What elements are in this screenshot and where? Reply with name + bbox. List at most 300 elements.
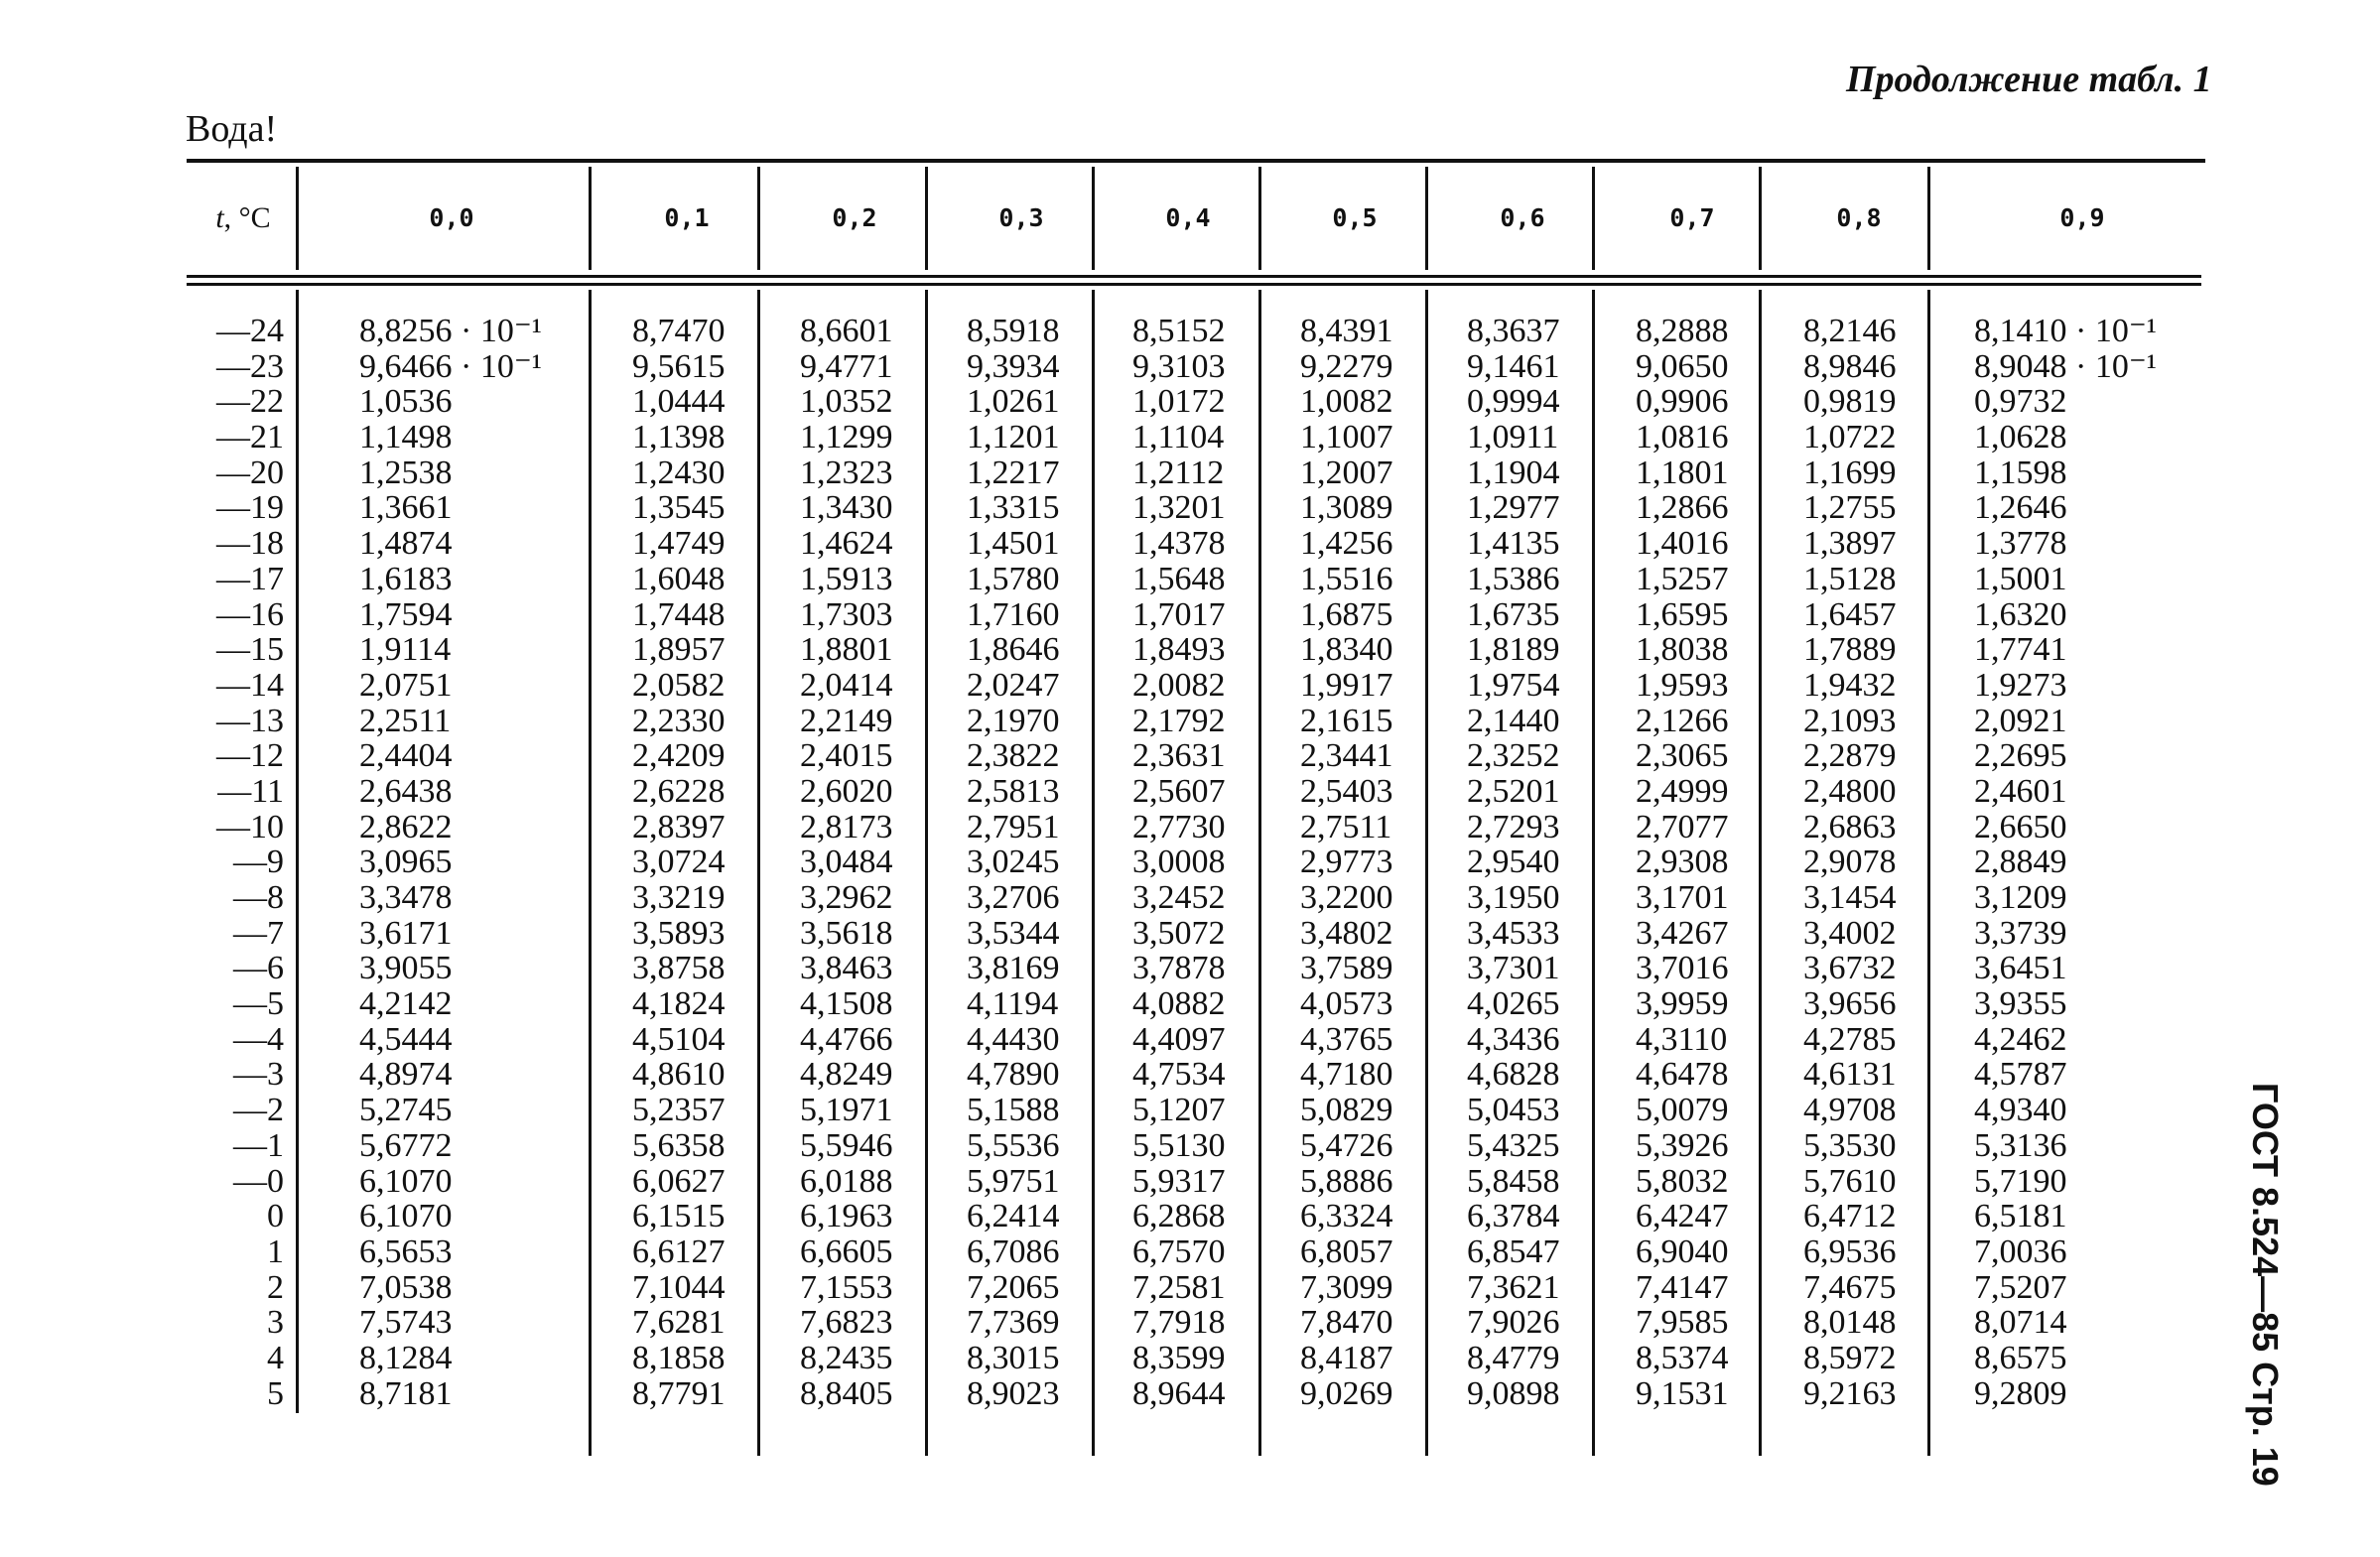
value-cell: 1,4135 bbox=[1467, 525, 1560, 563]
value-cell: 1,6183 bbox=[359, 560, 453, 597]
value-cell: 1,4749 bbox=[632, 525, 726, 563]
value-cell: 8,4391 bbox=[1300, 313, 1393, 349]
value-cell: 3,5618 bbox=[800, 914, 893, 952]
value-cell: 1,7160 bbox=[967, 595, 1060, 633]
value-cell: 2,8173 bbox=[800, 808, 893, 845]
value-cell: 1,0082 bbox=[1300, 383, 1393, 421]
value-cell: 1,1904 bbox=[1467, 454, 1560, 491]
temperature-cell: —13 bbox=[216, 702, 284, 739]
value-cell: 2,0751 bbox=[359, 666, 453, 704]
value-cell: 1,0172 bbox=[1132, 383, 1226, 421]
temperature-cell: —14 bbox=[216, 666, 284, 704]
value-cell: 5,4726 bbox=[1300, 1126, 1393, 1164]
body-divider bbox=[1425, 290, 1428, 1456]
value-cell: 1,1598 bbox=[1974, 454, 2067, 491]
value-cell: 5,4325 bbox=[1467, 1126, 1560, 1164]
value-cell: 3,1209 bbox=[1974, 879, 2067, 916]
value-cell: 1,3201 bbox=[1132, 489, 1226, 527]
temperature-cell: —20 bbox=[216, 454, 284, 491]
value-cell: 2,1440 bbox=[1467, 702, 1560, 739]
column-header: 0,9 bbox=[2059, 203, 2105, 232]
value-cell: 4,5104 bbox=[632, 1020, 726, 1058]
value-cell: 5,5946 bbox=[800, 1126, 893, 1164]
value-cell: 9,2809 bbox=[1974, 1374, 2067, 1412]
value-cell: 1,5780 bbox=[967, 560, 1060, 597]
header-bottom-rule-1 bbox=[187, 275, 2201, 278]
value-cell: 3,5344 bbox=[967, 914, 1060, 952]
value-cell: 8,1858 bbox=[632, 1339, 726, 1376]
value-cell: 3,0724 bbox=[632, 843, 726, 881]
value-cell: 5,0453 bbox=[1467, 1092, 1560, 1129]
value-cell: 2,1970 bbox=[967, 702, 1060, 739]
value-cell: 1,9917 bbox=[1300, 666, 1393, 704]
value-cell: 3,0965 bbox=[359, 843, 453, 881]
value-cell: 7,7918 bbox=[1132, 1304, 1226, 1342]
value-cell: 1,6735 bbox=[1467, 595, 1560, 633]
column-header: 0,2 bbox=[832, 203, 877, 232]
value-cell: 8,5152 bbox=[1132, 313, 1226, 349]
temperature-cell: —12 bbox=[216, 737, 284, 775]
value-cell: 7,5207 bbox=[1974, 1268, 2067, 1306]
temperature-cell: —16 bbox=[216, 595, 284, 633]
value-cell: 8,5972 bbox=[1803, 1339, 1897, 1376]
value-cell: 5,8458 bbox=[1467, 1162, 1560, 1200]
value-cell: 1,0536 bbox=[359, 383, 453, 421]
value-cell: 6,1963 bbox=[800, 1198, 893, 1235]
body-divider bbox=[589, 290, 592, 1456]
value-cell: 6,0188 bbox=[800, 1162, 893, 1200]
value-cell: 4,8610 bbox=[632, 1056, 726, 1094]
value-cell: 4,6478 bbox=[1636, 1056, 1729, 1094]
value-cell: 5,1588 bbox=[967, 1092, 1060, 1129]
value-cell: 2,5607 bbox=[1132, 772, 1226, 810]
column-header: 0,5 bbox=[1332, 203, 1378, 232]
header-t-variable: t bbox=[215, 201, 224, 234]
value-cell: 6,0627 bbox=[632, 1162, 726, 1200]
value-cell: 7,6823 bbox=[800, 1304, 893, 1342]
value-cell: 9,3934 bbox=[967, 347, 1060, 385]
value-cell: 1,8340 bbox=[1300, 631, 1393, 669]
value-cell: 7,1553 bbox=[800, 1268, 893, 1306]
value-cell: 6,6605 bbox=[800, 1233, 893, 1270]
value-cell: 1,7889 bbox=[1803, 631, 1897, 669]
value-cell: 8,3015 bbox=[967, 1339, 1060, 1376]
value-cell: 1,1498 bbox=[359, 419, 453, 456]
value-cell: 1,8189 bbox=[1467, 631, 1560, 669]
body-divider bbox=[1258, 290, 1261, 1456]
value-cell: 1,2977 bbox=[1467, 489, 1560, 527]
value-cell: 3,7878 bbox=[1132, 950, 1226, 987]
value-cell: 1,1801 bbox=[1636, 454, 1729, 491]
table-top-rule bbox=[187, 159, 2205, 163]
value-cell: 2,2695 bbox=[1974, 737, 2067, 775]
value-cell: 7,3099 bbox=[1300, 1268, 1393, 1306]
value-cell: 9,1531 bbox=[1636, 1374, 1729, 1412]
value-cell: 6,1070 bbox=[359, 1198, 453, 1235]
value-cell: 1,4378 bbox=[1132, 525, 1226, 563]
temperature-cell: —9 bbox=[233, 843, 284, 881]
value-cell: 3,7301 bbox=[1467, 950, 1560, 987]
column-header: 0,6 bbox=[1500, 203, 1545, 232]
value-cell: 7,9585 bbox=[1636, 1304, 1729, 1342]
value-cell: 2,0921 bbox=[1974, 702, 2067, 739]
value-cell: 1,7448 bbox=[632, 595, 726, 633]
value-cell: 1,3089 bbox=[1300, 489, 1393, 527]
body-divider bbox=[296, 290, 299, 1413]
temperature-cell: —24 bbox=[216, 313, 284, 349]
temperature-cell: 2 bbox=[267, 1268, 284, 1306]
value-cell: 6,7086 bbox=[967, 1233, 1060, 1270]
value-cell: 8,1284 bbox=[359, 1339, 453, 1376]
temperature-cell: —4 bbox=[233, 1020, 284, 1058]
temperature-cell: —1 bbox=[233, 1126, 284, 1164]
value-cell: 1,7303 bbox=[800, 595, 893, 633]
value-cell: 1,7594 bbox=[359, 595, 453, 633]
value-cell: 1,6875 bbox=[1300, 595, 1393, 633]
value-cell: 2,7511 bbox=[1300, 808, 1392, 845]
value-cell: 3,4002 bbox=[1803, 914, 1897, 952]
value-cell: 8,9023 bbox=[967, 1374, 1060, 1412]
value-cell: 2,8397 bbox=[632, 808, 726, 845]
temperature-cell: —22 bbox=[216, 383, 284, 421]
value-cell: 8,7470 bbox=[632, 313, 726, 349]
value-cell: 5,6772 bbox=[359, 1126, 453, 1164]
value-cell: 2,6650 bbox=[1974, 808, 2067, 845]
value-cell: 3,5893 bbox=[632, 914, 726, 952]
value-cell: 5,3530 bbox=[1803, 1126, 1897, 1164]
header-temperature bbox=[194, 201, 293, 235]
value-cell: 1,0628 bbox=[1974, 419, 2067, 456]
value-cell: 2,5813 bbox=[967, 772, 1060, 810]
value-cell: 3,9959 bbox=[1636, 985, 1729, 1023]
value-cell: 2,9773 bbox=[1300, 843, 1393, 881]
value-cell: 3,5072 bbox=[1132, 914, 1226, 952]
value-column bbox=[1300, 314, 1393, 1411]
value-cell: 9,0650 bbox=[1636, 347, 1729, 385]
value-cell: 1,2217 bbox=[967, 454, 1060, 491]
value-cell: 1,6457 bbox=[1803, 595, 1897, 633]
value-cell: 3,2706 bbox=[967, 879, 1060, 916]
value-cell: 4,7890 bbox=[967, 1056, 1060, 1094]
value-cell: 5,2745 bbox=[359, 1092, 453, 1129]
value-cell: 8,9846 bbox=[1803, 347, 1897, 385]
value-cell: 9,1461 bbox=[1467, 347, 1560, 385]
value-cell: 2,3631 bbox=[1132, 737, 1226, 775]
value-cell: 1,2538 bbox=[359, 454, 453, 491]
header-t-unit: , °С bbox=[223, 201, 271, 234]
value-cell: 1,5913 bbox=[800, 560, 893, 597]
value-cell: 8,7181 bbox=[359, 1374, 453, 1412]
value-cell: 1,9114 bbox=[359, 631, 452, 669]
value-cell: 7,4675 bbox=[1803, 1268, 1897, 1306]
value-cell: 2,7951 bbox=[967, 808, 1060, 845]
header-divider bbox=[296, 167, 299, 270]
value-cell: 7,3621 bbox=[1467, 1268, 1560, 1306]
value-cell: 2,2511 bbox=[359, 702, 452, 739]
value-cell: 1,5001 bbox=[1974, 560, 2067, 597]
value-cell: 9,2163 bbox=[1803, 1374, 1897, 1412]
value-cell: 1,1398 bbox=[632, 419, 726, 456]
value-cell: 1,3315 bbox=[967, 489, 1060, 527]
value-cell: 6,2868 bbox=[1132, 1198, 1226, 1235]
value-cell: 3,3219 bbox=[632, 879, 726, 916]
value-cell: 3,4533 bbox=[1467, 914, 1560, 952]
value-cell: 1,8038 bbox=[1636, 631, 1729, 669]
value-cell: 9,0898 bbox=[1467, 1374, 1560, 1412]
value-cell: 3,9656 bbox=[1803, 985, 1897, 1023]
value-cell: 1,1699 bbox=[1803, 454, 1897, 491]
value-cell: 1,7741 bbox=[1974, 631, 2067, 669]
value-cell: 1,1299 bbox=[800, 419, 893, 456]
value-cell: 9,3103 bbox=[1132, 347, 1226, 385]
value-cell: 1,2866 bbox=[1636, 489, 1729, 527]
value-cell: 1,9432 bbox=[1803, 666, 1897, 704]
value-cell: 2,4209 bbox=[632, 737, 726, 775]
value-cell: 2,1093 bbox=[1803, 702, 1897, 739]
column-header: 0,8 bbox=[1836, 203, 1882, 232]
value-cell: 8,9644 bbox=[1132, 1374, 1226, 1412]
temperature-cell: —2 bbox=[233, 1092, 284, 1129]
value-cell: 7,0538 bbox=[359, 1268, 453, 1306]
value-cell: 8,2888 bbox=[1636, 313, 1729, 349]
value-cell: 8,7791 bbox=[632, 1374, 726, 1412]
temperature-cell: —6 bbox=[233, 950, 284, 987]
value-cell: 3,6451 bbox=[1974, 950, 2067, 987]
value-cell: 3,6171 bbox=[359, 914, 453, 952]
temperature-cell: —17 bbox=[216, 560, 284, 597]
value-cell: 3,0008 bbox=[1132, 843, 1226, 881]
column-header: 0,3 bbox=[998, 203, 1044, 232]
value-cell: 2,3252 bbox=[1467, 737, 1560, 775]
value-cell: 1,0722 bbox=[1803, 419, 1897, 456]
value-cell: 4,3110 bbox=[1636, 1020, 1728, 1058]
temperature-cell: —11 bbox=[217, 772, 284, 810]
value-cell: 2,2330 bbox=[632, 702, 726, 739]
body-divider bbox=[1092, 290, 1095, 1456]
temperature-cell: —15 bbox=[216, 631, 284, 669]
value-cell: 1,0352 bbox=[800, 383, 893, 421]
value-cell: 0,9819 bbox=[1803, 383, 1897, 421]
value-cell: 2,7293 bbox=[1467, 808, 1560, 845]
value-cell: 3,4267 bbox=[1636, 914, 1729, 952]
column-header: 0,1 bbox=[664, 203, 710, 232]
value-cell: 2,7730 bbox=[1132, 808, 1226, 845]
value-cell: 7,2581 bbox=[1132, 1268, 1226, 1306]
value-cell: 2,2879 bbox=[1803, 737, 1897, 775]
body-divider bbox=[1759, 290, 1762, 1456]
value-cell: 5,8886 bbox=[1300, 1162, 1393, 1200]
value-cell: 5,3136 bbox=[1974, 1126, 2067, 1164]
value-cell: 1,3778 bbox=[1974, 525, 2067, 563]
value-cell: 2,8849 bbox=[1974, 843, 2067, 881]
value-cell: 3,8169 bbox=[967, 950, 1060, 987]
value-cell: 6,5653 bbox=[359, 1233, 453, 1270]
value-cell: 4,9708 bbox=[1803, 1092, 1897, 1129]
value-cell: 7,1044 bbox=[632, 1268, 726, 1306]
value-column bbox=[800, 314, 893, 1411]
value-cell: 1,2112 bbox=[1132, 454, 1225, 491]
value-cell: 5,8032 bbox=[1636, 1162, 1729, 1200]
value-cell: 2,9308 bbox=[1636, 843, 1729, 881]
temperature-cell: —0 bbox=[233, 1162, 284, 1200]
value-cell: 3,7589 bbox=[1300, 950, 1393, 987]
value-cell: 8,5918 bbox=[967, 313, 1060, 349]
temperature-cell: —3 bbox=[233, 1056, 284, 1094]
value-cell: 2,6228 bbox=[632, 772, 726, 810]
value-cell: 8,4187 bbox=[1300, 1339, 1393, 1376]
value-cell: 8,1410 · 10⁻¹ bbox=[1974, 313, 2157, 349]
value-cell: 1,4016 bbox=[1636, 525, 1729, 563]
value-cell: 9,0269 bbox=[1300, 1374, 1393, 1412]
value-cell: 6,4247 bbox=[1636, 1198, 1729, 1235]
value-cell: 1,5516 bbox=[1300, 560, 1393, 597]
value-cell: 3,8758 bbox=[632, 950, 726, 987]
value-cell: 1,5128 bbox=[1803, 560, 1897, 597]
temperature-cell: —8 bbox=[233, 879, 284, 916]
value-cell: 7,7369 bbox=[967, 1304, 1060, 1342]
value-cell: 5,7190 bbox=[1974, 1162, 2067, 1200]
value-cell: 9,2279 bbox=[1300, 347, 1393, 385]
value-cell: 2,9078 bbox=[1803, 843, 1897, 881]
value-cell: 8,8256 · 10⁻¹ bbox=[359, 313, 542, 349]
value-cell: 4,6131 bbox=[1803, 1056, 1897, 1094]
value-cell: 4,4766 bbox=[800, 1020, 893, 1058]
temperature-cell: —21 bbox=[216, 419, 284, 456]
value-cell: 6,2414 bbox=[967, 1198, 1060, 1235]
value-cell: 1,0444 bbox=[632, 383, 726, 421]
value-cell: 7,9026 bbox=[1467, 1304, 1560, 1342]
value-cell: 4,9340 bbox=[1974, 1092, 2067, 1129]
temperature-cell: —19 bbox=[216, 489, 284, 527]
value-cell: 2,5403 bbox=[1300, 772, 1393, 810]
value-cell: 6,3784 bbox=[1467, 1198, 1560, 1235]
value-cell: 1,3661 bbox=[359, 489, 453, 527]
value-cell: 1,5257 bbox=[1636, 560, 1729, 597]
column-header: 0,4 bbox=[1165, 203, 1211, 232]
temperature-cell: 0 bbox=[267, 1198, 284, 1235]
value-cell: 3,7016 bbox=[1636, 950, 1729, 987]
value-cell: 4,7180 bbox=[1300, 1056, 1393, 1094]
header-bottom-rule-2 bbox=[187, 283, 2201, 286]
value-cell: 6,1515 bbox=[632, 1198, 726, 1235]
value-cell: 1,5648 bbox=[1132, 560, 1226, 597]
value-cell: 5,6358 bbox=[632, 1126, 726, 1164]
value-cell: 2,4015 bbox=[800, 737, 893, 775]
value-cell: 2,0247 bbox=[967, 666, 1060, 704]
value-cell: 6,5181 bbox=[1974, 1198, 2067, 1235]
column-header: 0,0 bbox=[429, 203, 474, 232]
value-cell: 1,4256 bbox=[1300, 525, 1393, 563]
value-cell: 5,1971 bbox=[800, 1092, 893, 1129]
header-divider bbox=[589, 167, 592, 270]
value-cell: 3,1701 bbox=[1636, 879, 1729, 916]
value-cell: 4,6828 bbox=[1467, 1056, 1560, 1094]
value-column bbox=[1803, 314, 1897, 1411]
value-cell: 2,3065 bbox=[1636, 737, 1729, 775]
value-column bbox=[1636, 314, 1729, 1411]
value-cell: 1,8957 bbox=[632, 631, 726, 669]
value-cell: 4,5787 bbox=[1974, 1056, 2067, 1094]
value-cell: 1,6595 bbox=[1636, 595, 1729, 633]
value-column bbox=[1132, 314, 1226, 1411]
temperature-cell: 1 bbox=[267, 1233, 284, 1270]
value-cell: 8,8405 bbox=[800, 1374, 893, 1412]
value-cell: 1,6320 bbox=[1974, 595, 2067, 633]
value-cell: 6,9536 bbox=[1803, 1233, 1897, 1270]
value-cell: 7,4147 bbox=[1636, 1268, 1729, 1306]
value-cell: 3,9055 bbox=[359, 950, 453, 987]
value-cell: 4,0573 bbox=[1300, 985, 1393, 1023]
value-cell: 5,0079 bbox=[1636, 1092, 1729, 1129]
value-cell: 4,1508 bbox=[800, 985, 893, 1023]
value-cell: 3,6732 bbox=[1803, 950, 1897, 987]
value-cell: 2,3441 bbox=[1300, 737, 1393, 775]
value-cell: 3,1454 bbox=[1803, 879, 1897, 916]
value-cell: 8,4779 bbox=[1467, 1339, 1560, 1376]
value-cell: 8,6601 bbox=[800, 313, 893, 349]
value-cell: 5,9751 bbox=[967, 1162, 1060, 1200]
column-header: 0,7 bbox=[1669, 203, 1715, 232]
material-label: Вода! bbox=[186, 108, 278, 150]
value-cell: 6,4712 bbox=[1803, 1198, 1897, 1235]
value-cell: 2,6438 bbox=[359, 772, 453, 810]
value-cell: 1,3430 bbox=[800, 489, 893, 527]
value-cell: 2,7077 bbox=[1636, 808, 1729, 845]
value-cell: 5,0829 bbox=[1300, 1092, 1393, 1129]
value-cell: 7,5743 bbox=[359, 1304, 453, 1342]
value-cell: 1,2646 bbox=[1974, 489, 2067, 527]
value-cell: 8,0714 bbox=[1974, 1304, 2067, 1342]
value-cell: 6,8057 bbox=[1300, 1233, 1393, 1270]
value-column bbox=[967, 314, 1060, 1411]
value-column bbox=[1467, 314, 1560, 1411]
value-cell: 0,9994 bbox=[1467, 383, 1560, 421]
value-cell: 4,3765 bbox=[1300, 1020, 1393, 1058]
value-cell: 1,1104 bbox=[1132, 419, 1225, 456]
temperature-cell: 4 bbox=[267, 1339, 284, 1376]
value-cell: 2,0082 bbox=[1132, 666, 1226, 704]
value-cell: 4,2142 bbox=[359, 985, 453, 1023]
value-cell: 5,3926 bbox=[1636, 1126, 1729, 1164]
value-cell: 0,9732 bbox=[1974, 383, 2067, 421]
value-cell: 2,3822 bbox=[967, 737, 1060, 775]
value-cell: 3,4802 bbox=[1300, 914, 1393, 952]
value-cell: 4,0882 bbox=[1132, 985, 1226, 1023]
body-divider bbox=[925, 290, 928, 1456]
value-cell: 1,0261 bbox=[967, 383, 1060, 421]
value-cell: 2,4800 bbox=[1803, 772, 1897, 810]
value-cell: 1,8801 bbox=[800, 631, 893, 669]
value-cell: 2,6020 bbox=[800, 772, 893, 810]
value-cell: 8,0148 bbox=[1803, 1304, 1897, 1342]
value-cell: 5,5130 bbox=[1132, 1126, 1226, 1164]
value-column bbox=[632, 314, 726, 1411]
value-cell: 1,4624 bbox=[800, 525, 893, 563]
value-cell: 6,6127 bbox=[632, 1233, 726, 1270]
value-cell: 1,8646 bbox=[967, 631, 1060, 669]
value-cell: 4,4430 bbox=[967, 1020, 1060, 1058]
value-cell: 1,2430 bbox=[632, 454, 726, 491]
value-cell: 4,5444 bbox=[359, 1020, 453, 1058]
value-cell: 7,0036 bbox=[1974, 1233, 2067, 1270]
value-cell: 8,5374 bbox=[1636, 1339, 1729, 1376]
value-cell: 3,8463 bbox=[800, 950, 893, 987]
body-divider bbox=[1592, 290, 1595, 1456]
value-cell: 4,2462 bbox=[1974, 1020, 2067, 1058]
standard-page-number: ГОСТ 8.524—85 Стр. 19 bbox=[2245, 1083, 2286, 1487]
value-cell: 2,6863 bbox=[1803, 808, 1897, 845]
value-cell: 1,4501 bbox=[967, 525, 1060, 563]
